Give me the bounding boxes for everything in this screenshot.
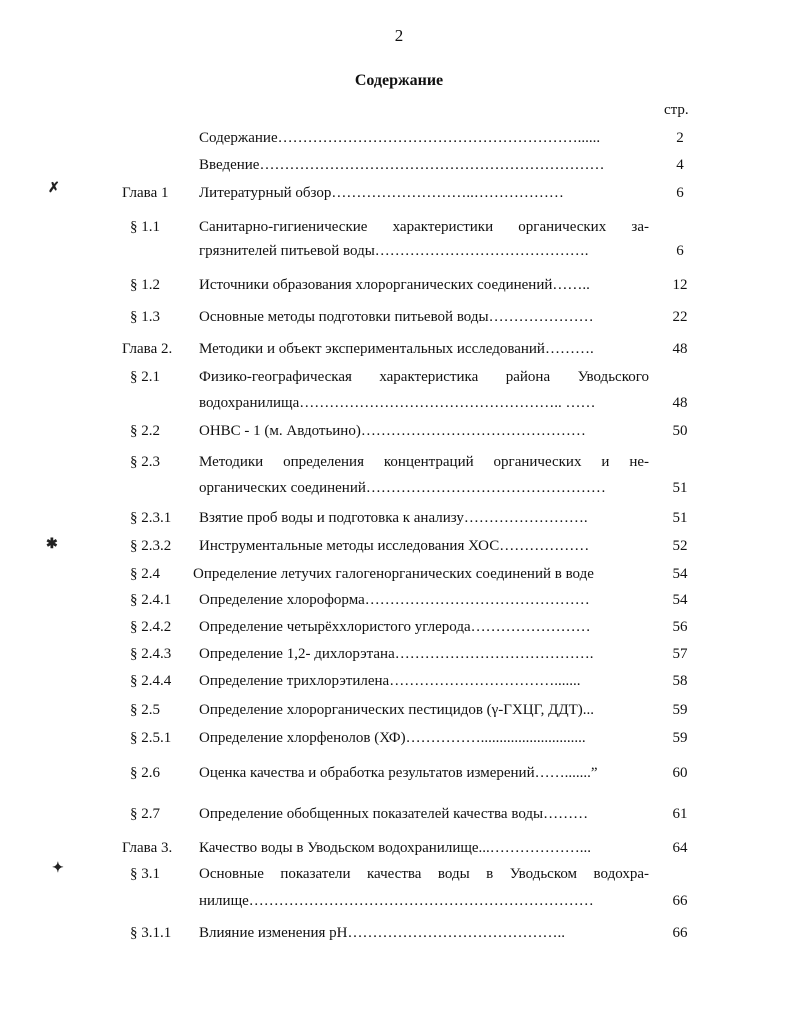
entry-page-number: 48 [672, 341, 688, 357]
scan-mark-icon: ✦ [52, 861, 64, 876]
section-label: § 2.4.2 [130, 619, 172, 635]
entry-title-line: Влияние изменения pH…………………………………….. [199, 925, 565, 941]
page-column-header: стр. [664, 102, 689, 118]
entry-page-number: 66 [672, 925, 688, 941]
entry-title-line: водохранилища…………………………………………….. …… [199, 395, 596, 411]
entry-page-number: 48 [672, 395, 688, 411]
entry-title-line: Санитарно-гигиенические характеристики органических за- [199, 219, 649, 235]
entry-page-number: 61 [672, 806, 688, 822]
entry-page-number: 59 [672, 730, 688, 746]
entry-page-number: 60 [672, 765, 688, 781]
scan-mark-icon: ✱ [46, 537, 58, 552]
section-label: § 2.5.1 [130, 730, 172, 746]
entry-page-number: 66 [672, 893, 688, 909]
entry-title-line: Качество воды в Уводьском водохранилище...………………... [199, 840, 592, 856]
section-label: § 2.4.3 [130, 646, 172, 662]
entry-page-number: 6 [676, 243, 684, 259]
entry-page-number: 12 [672, 277, 688, 293]
entry-page-number: 58 [672, 673, 688, 689]
page-title: Содержание [354, 72, 444, 89]
entry-title-line: Определение трихлорэтилена……………………………....... [199, 673, 581, 689]
entry-page-number: 52 [672, 538, 688, 554]
section-label: § 1.3 [130, 309, 160, 325]
section-label: § 2.4.1 [130, 592, 172, 608]
entry-title-line: Физико-географическая характеристика района Уводьского [199, 369, 649, 385]
entry-title-line: Методики определения концентраций органических и не- [199, 454, 649, 470]
section-label: § 2.4 [130, 566, 160, 582]
entry-title-line: Источники образования хлорорганических соединений…….. [199, 277, 590, 293]
section-label: § 3.1.1 [130, 925, 172, 941]
section-label: § 2.2 [130, 423, 160, 439]
entry-page-number: 59 [672, 702, 688, 718]
entry-page-number: 57 [672, 646, 688, 662]
entry-page-number: 22 [672, 309, 688, 325]
page-number: 2 [394, 26, 404, 45]
entry-title-line: Определение 1,2- дихлорэтана…………………………………. [199, 646, 594, 662]
entry-title-line: органических соединений………………………………………… [199, 480, 606, 496]
section-label: § 2.5 [130, 702, 160, 718]
entry-title-line: Основные методы подготовки питьевой воды………………… [199, 309, 594, 325]
entry-title-line: ОНВС - 1 (м. Авдотьино)……………………………………… [199, 423, 586, 439]
entry-title-line: Оценка качества и обработка результатов измерений…….......” [199, 765, 598, 781]
entry-title-line: Определение четырёххлористого углерода…………………… [199, 619, 591, 635]
entry-title-line: Определение летучих галогенорганических соединений в воде [193, 566, 594, 582]
entry-page-number: 50 [672, 423, 688, 439]
entry-page-number: 4 [676, 157, 684, 173]
entry-title-line: Содержание……………………………………………………...... [199, 130, 601, 146]
entry-page-number: 51 [672, 510, 688, 526]
entry-title-line: грязнителей питьевой воды……………………………………. [199, 243, 589, 259]
chapter-label: Глава 2. [122, 341, 173, 357]
entry-title-line: Методики и объект экспериментальных исследований………. [199, 341, 594, 357]
scan-mark-icon: ✗ [48, 181, 60, 196]
entry-page-number: 56 [672, 619, 688, 635]
entry-page-number: 6 [676, 185, 684, 201]
section-label: § 2.7 [130, 806, 160, 822]
section-label: § 2.3.1 [130, 510, 172, 526]
entry-title-line: Определение хлорфенолов (ХФ)……………............................ [199, 730, 586, 746]
entry-page-number: 2 [676, 130, 684, 146]
entry-page-number: 64 [672, 840, 688, 856]
entry-page-number: 54 [672, 566, 688, 582]
entry-page-number: 51 [672, 480, 688, 496]
entry-title-line: Определение обобщенных показателей качества воды……… [199, 806, 589, 822]
section-label: § 1.1 [130, 219, 160, 235]
section-label: § 2.6 [130, 765, 160, 781]
entry-title-line: Взятие проб воды и подготовка к анализу……………………. [199, 510, 588, 526]
entry-title-line: Основные показатели качества воды в Уводьском водохра- [199, 866, 649, 882]
entry-title-line: Литературный обзор………………………..……………… [199, 185, 564, 201]
chapter-label: Глава 3. [122, 840, 173, 856]
entry-title-line: Инструментальные методы исследования ХОС……………… [199, 538, 590, 554]
section-label: § 2.4.4 [130, 673, 172, 689]
entry-title-line: Введение…………………………………………………………… [199, 157, 605, 173]
section-label: § 2.3 [130, 454, 160, 470]
entry-title-line: Определение хлороформа……………………………………… [199, 592, 590, 608]
section-label: § 2.1 [130, 369, 160, 385]
section-label: § 2.3.2 [130, 538, 172, 554]
entry-title-line: нилище…………………………………………………………… [199, 893, 594, 909]
entry-title-line: Определение хлорорганических пестицидов (γ-ГХЦГ, ДДТ)... [199, 702, 594, 718]
entry-page-number: 54 [672, 592, 688, 608]
chapter-label: Глава 1 [122, 185, 169, 201]
section-label: § 1.2 [130, 277, 160, 293]
section-label: § 3.1 [130, 866, 160, 882]
